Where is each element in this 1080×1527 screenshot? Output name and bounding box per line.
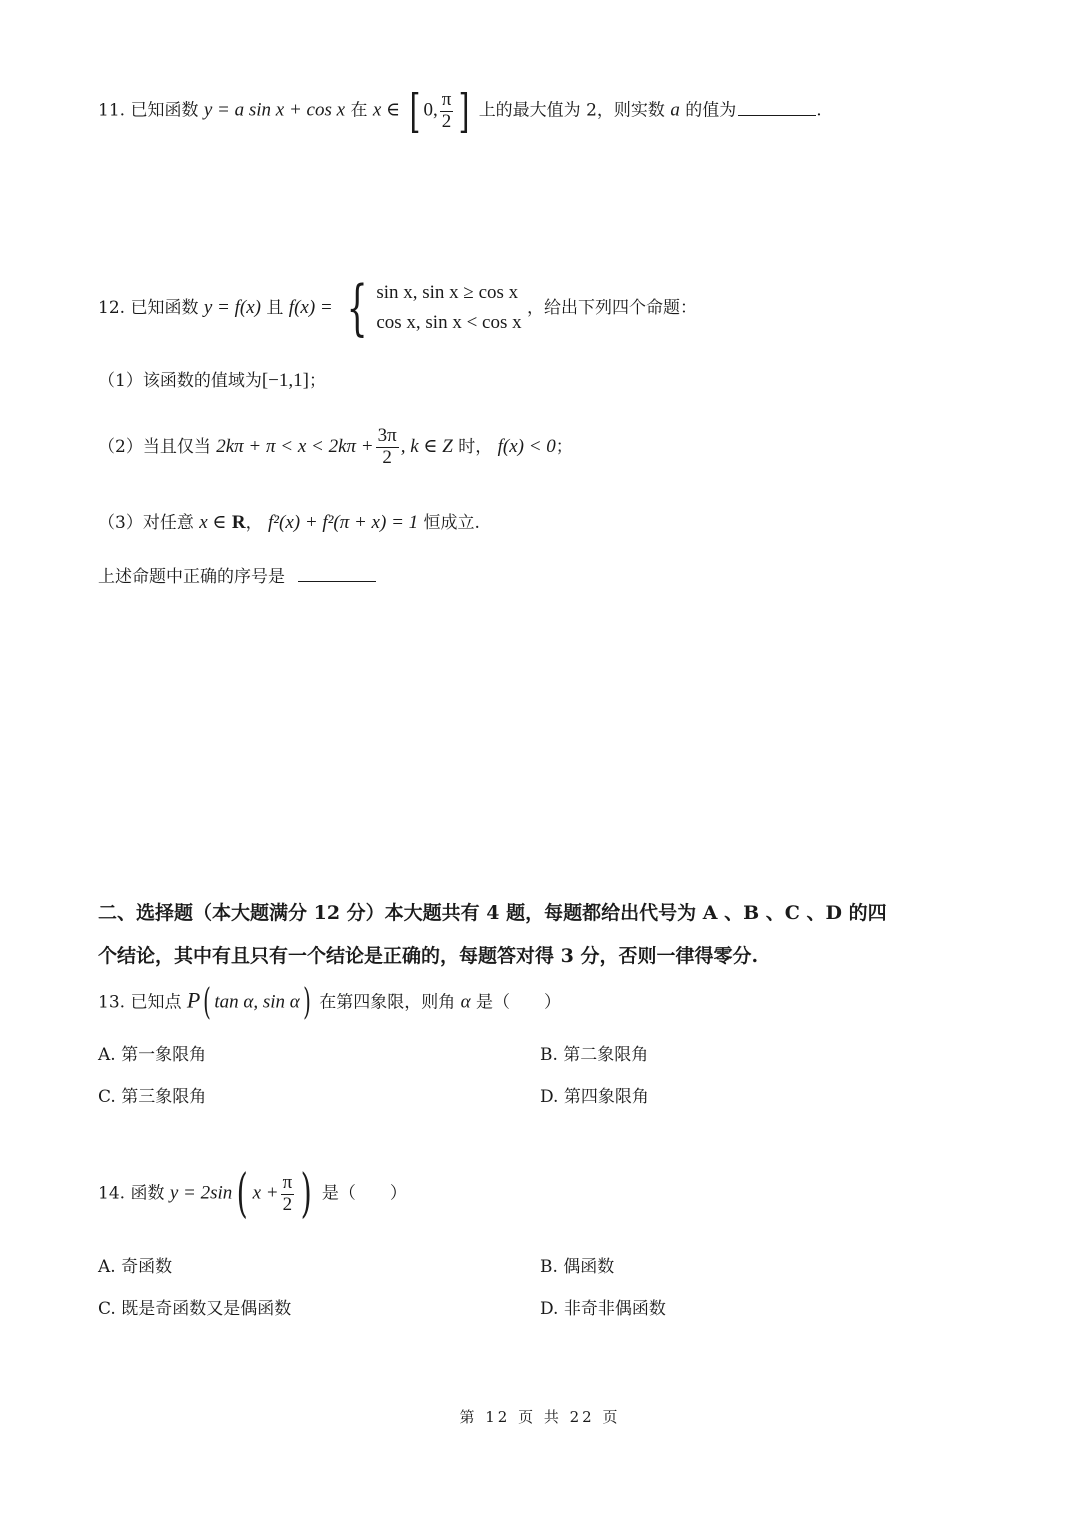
q14-option-b[interactable]: B. 偶函数 [540, 1257, 615, 1277]
q12-proposition-2: （2）当且仅当 2kπ + π < x < 2kπ + $\frac{3\pi}{2}$ , k ∈ Z 时， f(x) < 0； [98, 425, 573, 468]
section-2-heading: 二、选择题（本大题满分 12 分）本大题共有 4 题，每题都给出代号为 A 、B 、C 、D 的四 [98, 902, 887, 924]
q11-formula: y = a sin x + cos x [203, 99, 346, 121]
q14-option-c[interactable]: C. 既是奇函数又是偶函数 [98, 1299, 292, 1319]
question-12: 12. 已知函数 y = f(x) 且 f(x) = { sin x, sin x ≥ cos x cos x, sin x < cos x ，给出下列四个命题： [98, 273, 698, 344]
q12-answer-blank[interactable] [298, 581, 376, 582]
q13-option-c[interactable]: C. 第三象限角 [98, 1087, 207, 1107]
question-13: 13. 已知点 P( tan α, sin α) 在第四象限，则角 α 是（ ） [98, 982, 562, 1023]
q11-number: 11. [98, 100, 126, 121]
q12-proposition-3: （3）对任意 x ∈ R， f²(x) + f²(π + x) = 1 恒成立. [98, 512, 480, 533]
q11-fraction: $\frac{\pi}{2}$ [441, 88, 452, 132]
q12-piecewise: sin x, sin x ≥ cos x cos x, sin x < cos x [376, 282, 522, 334]
question-14: 14. 函数 y = 2sin( x + $\frac{\pi}{2}$ ) 是（ ） [98, 1164, 407, 1224]
page-footer: 第 12 页 共 22 页 [459, 1408, 621, 1426]
q11-answer-blank[interactable] [738, 115, 816, 116]
q13-option-a[interactable]: A. 第一象限角 [98, 1045, 207, 1065]
q12-proposition-1: （1）该函数的值域为[−1,1]； [98, 370, 326, 391]
q13-option-d[interactable]: D. 第四象限角 [540, 1087, 649, 1107]
section-2-heading-line2: 个结论，其中有且只有一个结论是正确的，每题答对得 3 分，否则一律得零分. [98, 945, 759, 967]
q14-option-d[interactable]: D. 非奇非偶函数 [540, 1299, 666, 1319]
q13-option-b[interactable]: B. 第二象限角 [540, 1045, 649, 1065]
question-11: 11. 已知函数 y = a sin x + cos x 在 x ∈ [ 0, $\frac{\pi}{2}$ ] 上的最大值为 2，则实数 a 的值为 . [98, 84, 822, 138]
q14-option-a[interactable]: A. 奇函数 [98, 1257, 173, 1277]
q12-number: 12. [98, 297, 126, 318]
q12-summary: 上述命题中正确的序号是 [98, 562, 376, 587]
